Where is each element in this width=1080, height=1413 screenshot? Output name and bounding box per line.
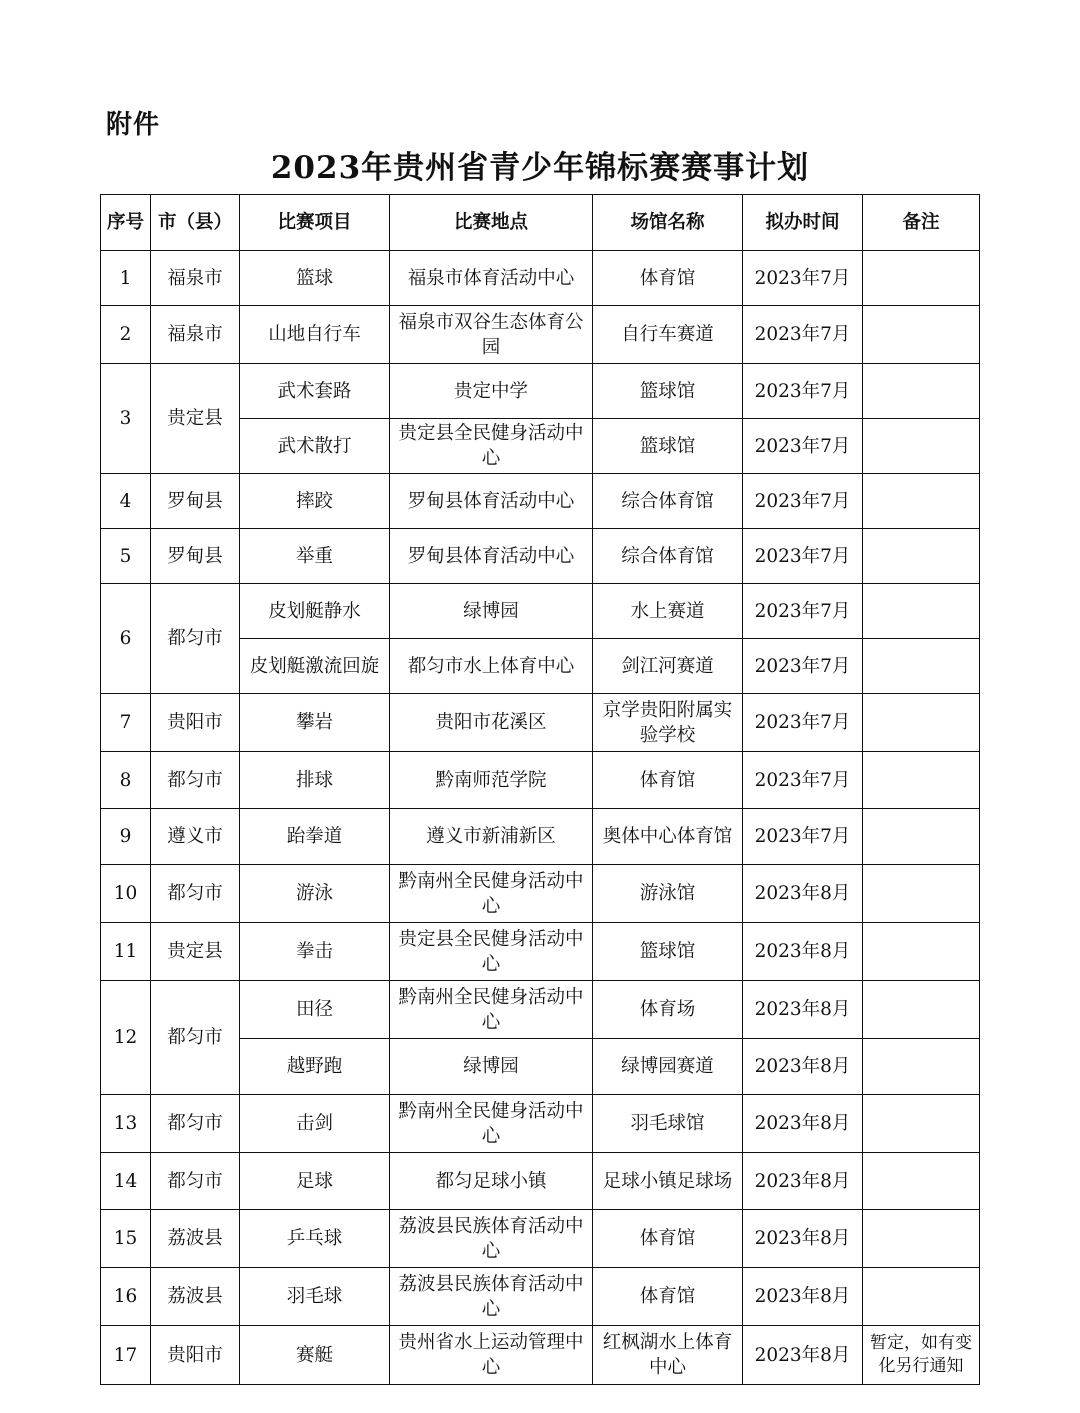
row-hall: 篮球馆 [593,923,743,981]
row-event: 皮划艇激流回旋 [240,639,390,694]
row-time: 2023年8月 [743,1095,863,1153]
row-note [863,306,980,364]
row-number: 16 [101,1268,151,1326]
table-row [101,1153,980,1210]
row-venue: 荔波县民族体育活动中心 [390,1268,593,1326]
row-event: 拳击 [240,923,390,981]
row-city: 贵阳市 [151,1326,240,1385]
row-event: 山地自行车 [240,306,390,364]
row-note [863,865,980,923]
document-title: 2023年贵州省青少年锦标赛赛事计划 [270,150,810,186]
table-row [101,251,980,306]
row-time: 2023年7月 [743,364,863,419]
row-note [863,639,980,694]
row-event: 击剑 [240,1095,390,1153]
row-city: 荔波县 [151,1268,240,1326]
row-number: 10 [101,865,151,923]
row-event: 排球 [240,752,390,809]
row-note [863,1268,980,1326]
header-row [101,195,980,251]
row-hall: 体育馆 [593,752,743,809]
row-note [863,981,980,1039]
row-event: 武术套路 [240,364,390,419]
row-number: 5 [101,529,151,584]
row-city: 都匀市 [151,1095,240,1153]
row-number: 13 [101,1095,151,1153]
row-venue: 遵义市新浦新区 [390,809,593,865]
row-note [863,529,980,584]
row-venue: 黔南师范学院 [390,752,593,809]
row-event: 足球 [240,1153,390,1210]
table-row [101,981,980,1039]
row-time: 2023年8月 [743,865,863,923]
row-event: 皮划艇静水 [240,584,390,639]
row-hall: 体育馆 [593,251,743,306]
header-note: 备注 [863,195,980,251]
row-city: 都匀市 [151,584,240,694]
row-time: 2023年8月 [743,1039,863,1095]
schedule-body [101,251,980,1385]
row-venue: 贵定县全民健身活动中心 [390,419,593,474]
row-hall: 奥体中心体育馆 [593,809,743,865]
row-venue: 贵定县全民健身活动中心 [390,923,593,981]
row-number: 12 [101,981,151,1095]
row-event: 羽毛球 [240,1268,390,1326]
row-note [863,1153,980,1210]
row-time: 2023年8月 [743,1153,863,1210]
row-note [863,1095,980,1153]
row-time: 2023年7月 [743,419,863,474]
row-time: 2023年7月 [743,752,863,809]
row-hall: 自行车赛道 [593,306,743,364]
row-number: 1 [101,251,151,306]
row-city: 荔波县 [151,1210,240,1268]
row-venue: 黔南州全民健身活动中心 [390,1095,593,1153]
row-hall: 水上赛道 [593,584,743,639]
table-row [101,306,980,364]
row-hall: 综合体育馆 [593,529,743,584]
row-city: 福泉市 [151,251,240,306]
header-city: 市（县） [151,195,240,251]
row-venue: 绿博园 [390,584,593,639]
row-number: 2 [101,306,151,364]
row-city: 遵义市 [151,809,240,865]
row-hall: 篮球馆 [593,364,743,419]
table-row [101,694,980,752]
row-venue: 福泉市体育活动中心 [390,251,593,306]
row-note [863,474,980,529]
row-hall: 体育场 [593,981,743,1039]
row-hall: 足球小镇足球场 [593,1153,743,1210]
row-time: 2023年7月 [743,251,863,306]
row-city: 都匀市 [151,865,240,923]
row-number: 9 [101,809,151,865]
header-venue: 比赛地点 [390,195,593,251]
row-number: 7 [101,694,151,752]
row-time: 2023年8月 [743,1210,863,1268]
row-note [863,419,980,474]
row-event: 攀岩 [240,694,390,752]
row-city: 贵阳市 [151,694,240,752]
table-row [101,865,980,923]
row-venue: 都匀足球小镇 [390,1153,593,1210]
row-number: 8 [101,752,151,809]
row-venue: 罗甸县体育活动中心 [390,529,593,584]
table-row [101,474,980,529]
row-venue: 贵州省水上运动管理中心 [390,1326,593,1385]
row-venue: 都匀市水上体育中心 [390,639,593,694]
row-number: 6 [101,584,151,694]
row-number: 14 [101,1153,151,1210]
table-row [101,1210,980,1268]
row-event: 游泳 [240,865,390,923]
row-venue: 福泉市双谷生态体育公园 [390,306,593,364]
row-city: 都匀市 [151,752,240,809]
row-note: 暂定，如有变化另行通知 [863,1326,980,1385]
row-time: 2023年7月 [743,584,863,639]
row-time: 2023年7月 [743,809,863,865]
row-time: 2023年8月 [743,981,863,1039]
row-hall: 羽毛球馆 [593,1095,743,1153]
row-venue: 贵定中学 [390,364,593,419]
table-row [101,1095,980,1153]
row-hall: 剑江河赛道 [593,639,743,694]
row-city: 都匀市 [151,981,240,1095]
row-number: 11 [101,923,151,981]
row-city: 福泉市 [151,306,240,364]
row-time: 2023年8月 [743,923,863,981]
row-hall: 体育馆 [593,1210,743,1268]
row-time: 2023年7月 [743,529,863,584]
row-time: 2023年7月 [743,474,863,529]
row-note [863,923,980,981]
row-city: 罗甸县 [151,474,240,529]
row-note [863,364,980,419]
table-row [101,809,980,865]
row-city: 罗甸县 [151,529,240,584]
row-time: 2023年8月 [743,1326,863,1385]
row-note [863,584,980,639]
header-hall: 场馆名称 [593,195,743,251]
row-venue: 绿博园 [390,1039,593,1095]
row-time: 2023年8月 [743,1268,863,1326]
row-event: 乒乓球 [240,1210,390,1268]
row-venue: 黔南州全民健身活动中心 [390,981,593,1039]
schedule-table [100,194,980,1385]
row-note [863,1039,980,1095]
row-time: 2023年7月 [743,639,863,694]
row-city: 都匀市 [151,1153,240,1210]
row-city: 贵定县 [151,923,240,981]
row-event: 武术散打 [240,419,390,474]
row-number: 15 [101,1210,151,1268]
row-event: 田径 [240,981,390,1039]
row-event: 越野跑 [240,1039,390,1095]
row-note [863,809,980,865]
row-event: 摔跤 [240,474,390,529]
row-hall: 游泳馆 [593,865,743,923]
header-time: 拟办时间 [743,195,863,251]
row-hall: 红枫湖水上体育中心 [593,1326,743,1385]
row-hall: 绿博园赛道 [593,1039,743,1095]
row-venue: 黔南州全民健身活动中心 [390,865,593,923]
row-event: 篮球 [240,251,390,306]
row-hall: 京学贵阳附属实验学校 [593,694,743,752]
row-time: 2023年7月 [743,306,863,364]
row-number: 3 [101,364,151,474]
row-note [863,251,980,306]
row-number: 4 [101,474,151,529]
table-row [101,923,980,981]
row-venue: 罗甸县体育活动中心 [390,474,593,529]
header-event: 比赛项目 [240,195,390,251]
row-venue: 贵阳市花溪区 [390,694,593,752]
table-row [101,1326,980,1385]
row-hall: 综合体育馆 [593,474,743,529]
table-row [101,752,980,809]
row-hall: 篮球馆 [593,419,743,474]
row-venue: 荔波县民族体育活动中心 [390,1210,593,1268]
row-event: 举重 [240,529,390,584]
row-note [863,752,980,809]
row-event: 跆拳道 [240,809,390,865]
row-hall: 体育馆 [593,1268,743,1326]
table-row [101,1268,980,1326]
row-note [863,1210,980,1268]
row-note [863,694,980,752]
attachment-label: 附件 [106,110,161,140]
row-number: 17 [101,1326,151,1385]
table-row [101,529,980,584]
header-no: 序号 [101,195,151,251]
table-row [101,584,980,639]
table-row [101,364,980,419]
row-city: 贵定县 [151,364,240,474]
row-time: 2023年7月 [743,694,863,752]
row-event: 赛艇 [240,1326,390,1385]
